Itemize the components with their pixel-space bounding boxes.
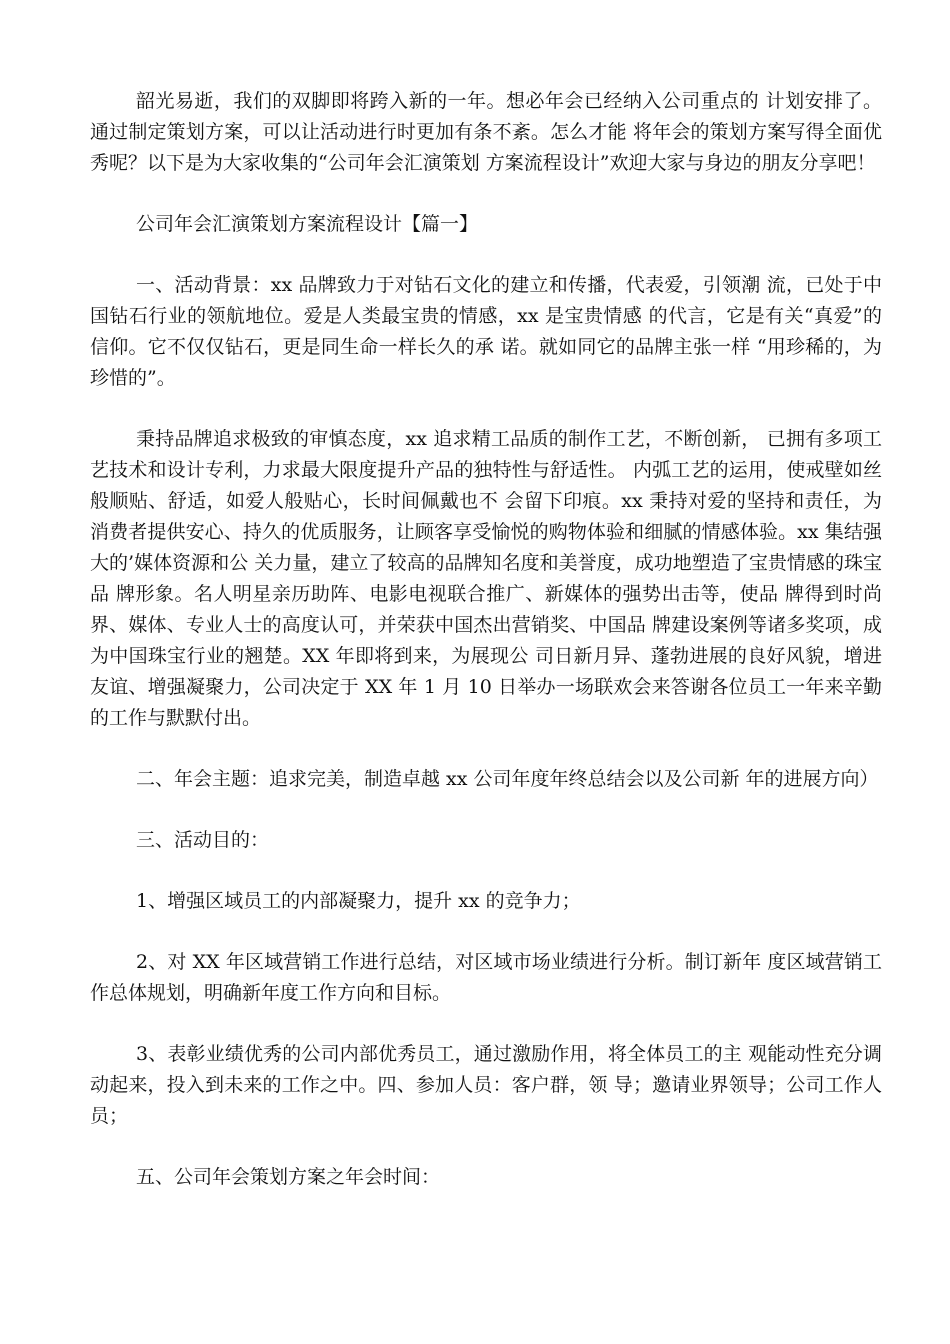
brand-paragraph: 秉持品牌追求极致的审慎态度，xx 追求精工品质的制作工艺，不断创新， 已拥有多项工艺技术和设计专利，力求最大限度提升产品的独特性与舒适性。 内弧工艺的运用，使戒壁如丝般顺贴、舒适，如爱人般贴心，长时间佩戴也不 会留下印痕。xx 秉持对爱的坚持和责任，为消费者提供安心、持久的优质服务，让顾客享受愉悦的购物体验和细腻的情感体验。xx 集结强大的’媒体资源和公 关力量，建立了较高的品牌知名度和美誉度，成功地塑造了宝贵情感的珠宝品 牌形象。名人明星亲历助阵、电影电视联合推广、新媒体的强势出击等，使品 牌得到时尚界、媒体、专业人士的高度认可，并荣获中国杰出营销奖、中国品 牌建设案例等诸多奖项，成为中国珠宝行业的翘楚。XX 年即将到来，为展现公 司日新月异、蓬勃进展的良好风貌，增进友谊、增强凝聚力，公司决定于 XX 年 1 月 10 日举办一场联欢会来答谢各位员工一年来辛勤的工作与默默付出。 (90, 428, 882, 729)
purpose-item-1: 1、增强区域员工的内部凝聚力，提升 xx 的竞争力； (136, 890, 581, 912)
intro-paragraph: 韶光易逝，我们的双脚即将跨入新的一年。想必年会已经纳入公司重点的 计划安排了。通过制定策划方案，可以让活动进行时更加有条不紊。怎么才能 将年会的策划方案写得全面优秀呢？以下是为大家收集的“公司年会汇演策划 方案流程设计”欢迎大家与身边的朋友分享吧！ (90, 90, 882, 174)
time-heading: 五、公司年会策划方案之年会时间： (136, 1166, 441, 1188)
background-paragraph: 一、活动背景：xx 品牌致力于对钻石文化的建立和传播，代表爱，引领潮 流，已处于中国钻石行业的领航地位。爱是人类最宝贵的情感，xx 是宝贵情感 的代言，它是有关“真爱”的信仰。它不仅仅钻石，更是同生命一样长久的承 诺。就如同它的品牌主张一样 “用珍稀的，为珍惜的”。 (90, 274, 882, 389)
purpose-heading: 三、活动目的： (136, 829, 270, 851)
section-heading: 公司年会汇演策划方案流程设计【篇一】 (136, 213, 479, 235)
document-body (90, 86, 882, 1223)
theme-paragraph: 二、年会主题：追求完美，制造卓越 xx 公司年度年终总结会以及公司新 年的进展方向） (136, 768, 879, 790)
purpose-item-2: 2、对 XX 年区域营销工作进行总结，对区域市场业绩进行分析。制订新年 度区域营销工作总体规划，明确新年度工作方向和目标。 (90, 951, 882, 1004)
purpose-item-3: 3、表彰业绩优秀的公司内部优秀员工，通过激励作用，将全体员工的主 观能动性充分调动起来，投入到未来的工作之中。四、参加人员：客户群，领 导；邀请业界领导；公司工作人员； (90, 1043, 882, 1127)
